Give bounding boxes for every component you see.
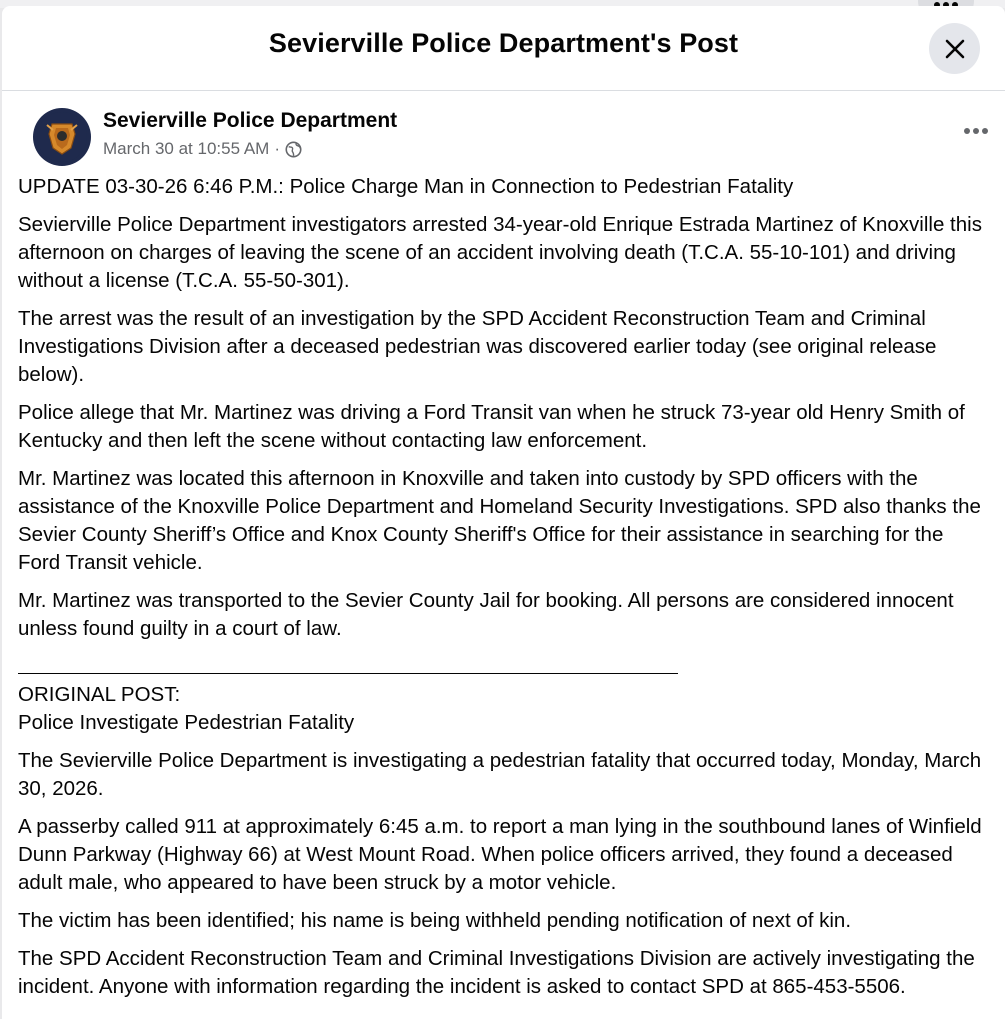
more-horizontal-icon bbox=[963, 127, 989, 135]
original-post-heading bbox=[18, 681, 991, 737]
dialog-title: Sevierville Police Department's Post bbox=[268, 28, 739, 58]
more-options-button[interactable] bbox=[958, 119, 994, 143]
close-icon bbox=[944, 38, 966, 60]
paragraph-contact: The SPD Accident Reconstruction Team and Criminal Investigations Division are actively investigating the incident. Anyone with information regarding the incident is asked to contact SPD at 865-453-5506. bbox=[18, 947, 975, 998]
post-dialog bbox=[2, 6, 1005, 1019]
meta-separator: · bbox=[274, 139, 280, 158]
update-title: UPDATE 03-30-26 6:46 P.M.: Police Charge Man in Connection to Pedestrian Fatality bbox=[18, 175, 794, 198]
paragraph-fatality: The Sevierville Police Department is investigating a pedestrian fatality that occurred today, Monday, March 30, 2026. bbox=[18, 749, 982, 800]
paragraph-victim: The victim has been identified; his name is being withheld pending notification of next of kin. bbox=[18, 909, 852, 932]
post-body bbox=[18, 173, 1005, 1001]
dialog-header bbox=[2, 6, 1005, 91]
police-badge-icon bbox=[37, 112, 87, 162]
paragraph-investigation: The arrest was the result of an investigation by the SPD Accident Reconstruction Team and Criminal Investigations Division after a deceased pedestrian was discovered earlier today (see original release below). bbox=[18, 307, 937, 386]
separator-line bbox=[18, 653, 991, 681]
globe-icon[interactable] bbox=[285, 141, 302, 158]
paragraph-report: A passerby called 911 at approximately 6:45 a.m. to report a man lying in the southbound lanes of Winfield Dunn Parkway (Highway 66) at West Mount Road. When police officers arrived, they found a deceased adult male, who appeared to have been struck by a motor vehicle. bbox=[18, 815, 982, 894]
post-header bbox=[18, 91, 1005, 173]
post-timestamp[interactable]: March 30 at 10:55 AM bbox=[103, 139, 270, 158]
paragraph-allegation: Police allege that Mr. Martinez was driving a Ford Transit van when he struck 73-year old Henry Smith of Kentucky and then left the scene without contacting law enforcement. bbox=[18, 401, 965, 452]
close-button[interactable] bbox=[929, 23, 980, 74]
original-post-label: ORIGINAL POST: bbox=[18, 683, 181, 706]
post-meta bbox=[103, 139, 302, 159]
paragraph-custody: Mr. Martinez was located this afternoon in Knoxville and taken into custody by SPD officers with the assistance of the Knoxville Police Department and Homeland Security Investigations. SPD also thanks the Sevier County Sheriff’s Office and Knox County Sheriff's Office for their assistance in searching for the Ford Transit vehicle. bbox=[18, 467, 981, 574]
original-post-title: Police Investigate Pedestrian Fatality bbox=[18, 711, 355, 734]
paragraph-booking: Mr. Martinez was transported to the Sevier County Jail for booking. All persons are considered innocent unless found guilty in a court of law. bbox=[18, 589, 954, 640]
author-name[interactable]: Sevierville Police Department bbox=[103, 109, 398, 132]
paragraph-arrest: Sevierville Police Department investigators arrested 34-year-old Enrique Estrada Martinez of Knoxville this afternoon on charges of leaving the scene of an accident involving death (T.C.A. 55-10-101) and driving without a license (T.C.A. 55-50-301). bbox=[18, 213, 982, 292]
avatar[interactable] bbox=[33, 108, 91, 166]
post bbox=[2, 91, 1005, 1001]
